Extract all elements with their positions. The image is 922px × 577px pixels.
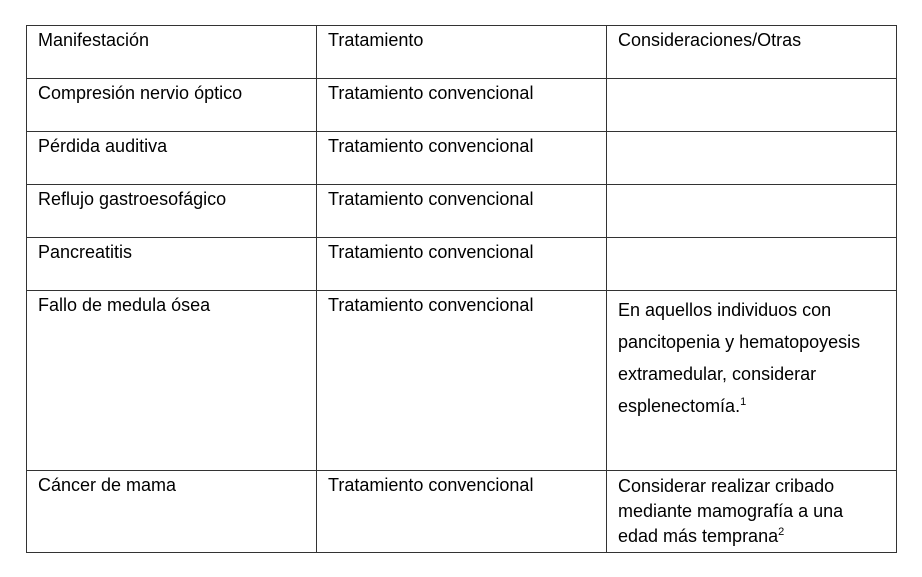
table-row <box>27 291 897 471</box>
treatment-cell: Tratamiento convencional <box>317 79 607 132</box>
notes-text: En aquellos individuos con pancitopenia y hematopoyesis extramedular, considerar esplenectomía. <box>618 300 861 416</box>
manifestation-cell: Cáncer de mama <box>27 471 317 553</box>
manifestation-cell: Reflujo gastroesofágico <box>27 185 317 238</box>
notes-cell <box>607 79 897 132</box>
header-considerations: Consideraciones/Otras <box>607 26 897 79</box>
manifestation-cell: Compresión nervio óptico <box>27 79 317 132</box>
treatment-cell: Tratamiento convencional <box>317 471 607 553</box>
table-header-row <box>27 26 897 79</box>
notes-text: Considerar realizar cribado mediante mamografía a una edad más temprana <box>618 476 844 546</box>
footnote-reference: 2 <box>778 526 785 538</box>
notes-cell <box>607 291 897 471</box>
table-row <box>27 471 897 553</box>
treatment-cell: Tratamiento convencional <box>317 185 607 238</box>
manifestations-table <box>26 25 897 553</box>
table-row <box>27 238 897 291</box>
treatment-cell: Tratamiento convencional <box>317 238 607 291</box>
notes-cell <box>607 471 897 553</box>
manifestation-cell: Pancreatitis <box>27 238 317 291</box>
table-row <box>27 185 897 238</box>
treatment-cell: Tratamiento convencional <box>317 132 607 185</box>
manifestation-cell: Fallo de medula ósea <box>27 291 317 471</box>
footnote-reference: 1 <box>740 396 747 408</box>
notes-cell <box>607 238 897 291</box>
header-manifestation: Manifestación <box>27 26 317 79</box>
treatment-cell: Tratamiento convencional <box>317 291 607 471</box>
notes-cell <box>607 132 897 185</box>
manifestation-cell: Pérdida auditiva <box>27 132 317 185</box>
header-treatment: Tratamiento <box>317 26 607 79</box>
table-row <box>27 79 897 132</box>
notes-cell <box>607 185 897 238</box>
table-row <box>27 132 897 185</box>
